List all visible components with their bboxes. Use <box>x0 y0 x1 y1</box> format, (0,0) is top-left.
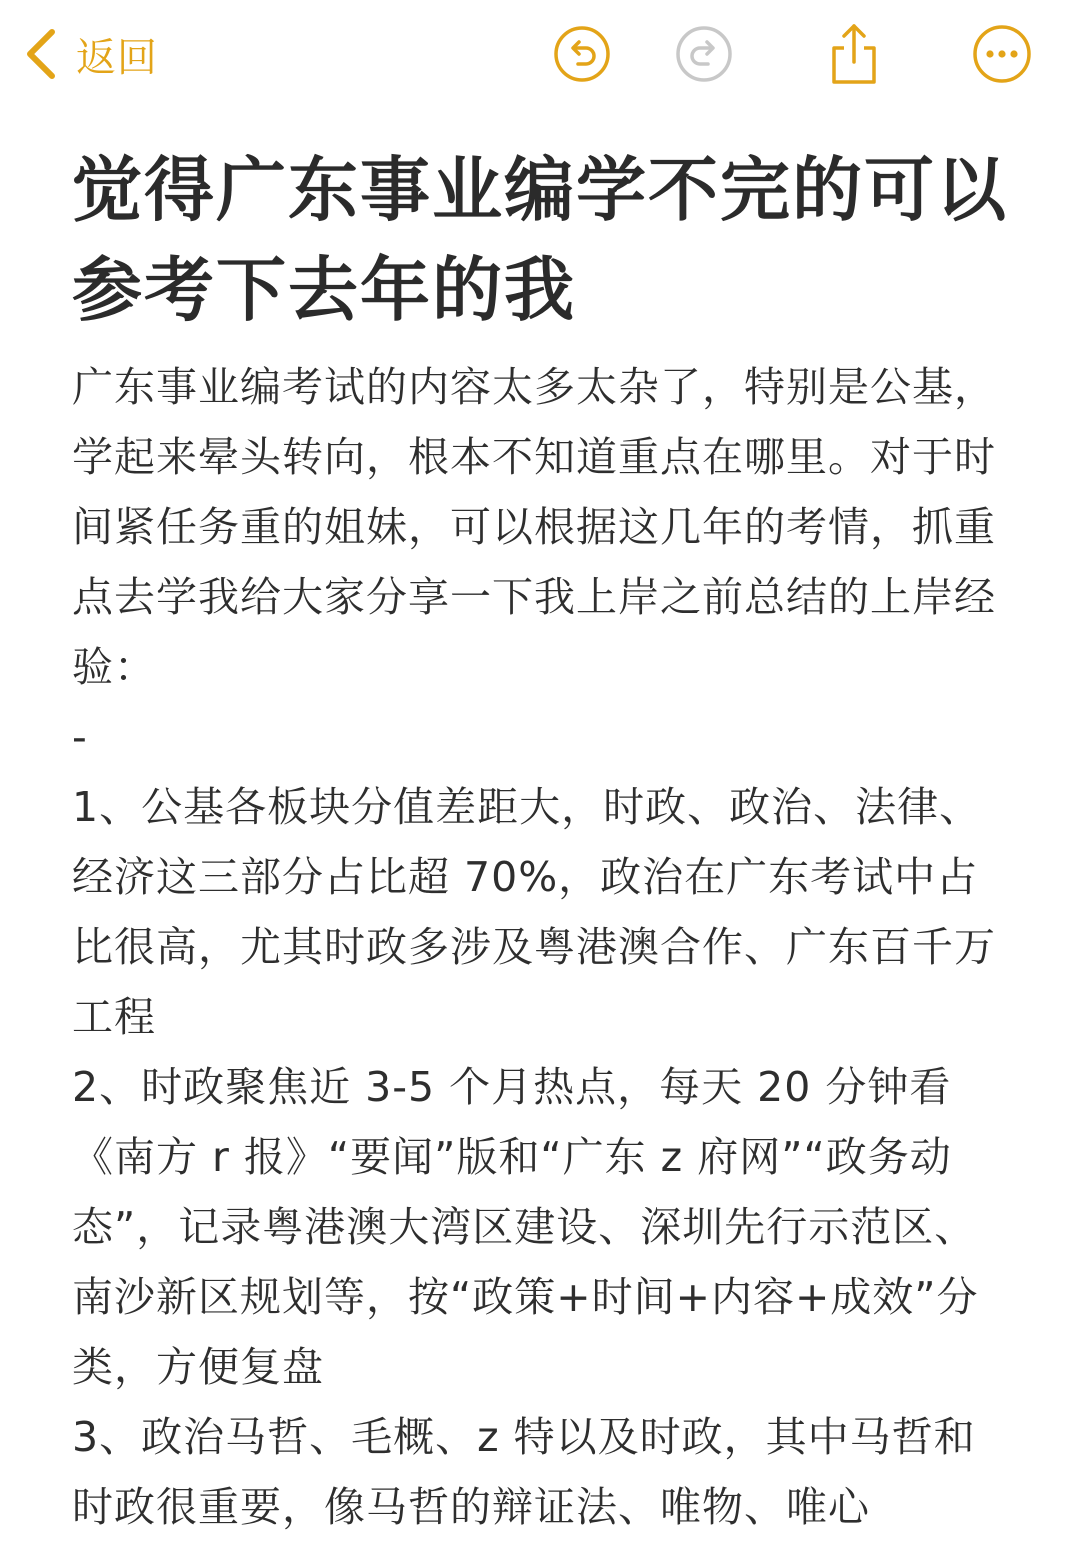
share-icon <box>824 22 884 86</box>
more-icon <box>971 23 1033 85</box>
note-paragraph[interactable]: 1、公基各板块分值差距大，时政、政治、法律、经济这三部分占比超 70%，政治在广东考试中占比很高，尤其时政多涉及粤港澳合作、广东百千万工程 <box>72 783 996 1041</box>
note-paragraph[interactable]: 广东事业编考试的内容太多太杂了，特别是公基，学起来晕头转向，根本不知道重点在哪里。对于时间紧任务重的姐妹，可以根据这几年的考情，抓重点去学我给大家分享一下我上岸之前总结的上岸经验： <box>72 363 996 691</box>
redo-button[interactable] <box>674 22 734 86</box>
note-divider-dash[interactable]: - <box>72 713 88 761</box>
more-button[interactable] <box>972 22 1032 86</box>
back-button[interactable] <box>22 22 158 86</box>
undo-button[interactable] <box>552 22 612 86</box>
note-paragraph[interactable]: 3、政治马哲、毛概、z 特以及时政，其中马哲和时政很重要，像马哲的辩证法、唯物、唯心 <box>72 1413 976 1531</box>
note-body[interactable] <box>72 352 1012 1542</box>
back-label: 返回 <box>76 34 158 81</box>
undo-icon <box>552 24 612 84</box>
redo-icon <box>674 24 734 84</box>
note-toolbar <box>0 0 1080 110</box>
note-paragraph[interactable]: 2、时政聚焦近 3-5 个月热点，每天 20 分钟看《南方 r 报》“要闻”版和“广东 z 府网”“政务动态”，记录粤港澳大湾区建设、深圳先行示范区、南沙新区规划等，按“政策+时间+内容+成效”分类，方便复盘 <box>72 1063 979 1391</box>
note-title[interactable]: 觉得广东事业编学不完的可以参考下去年的我 <box>72 149 1008 331</box>
chevron-left-icon <box>22 26 58 82</box>
share-button[interactable] <box>824 22 884 86</box>
note-content[interactable] <box>72 140 1012 1542</box>
